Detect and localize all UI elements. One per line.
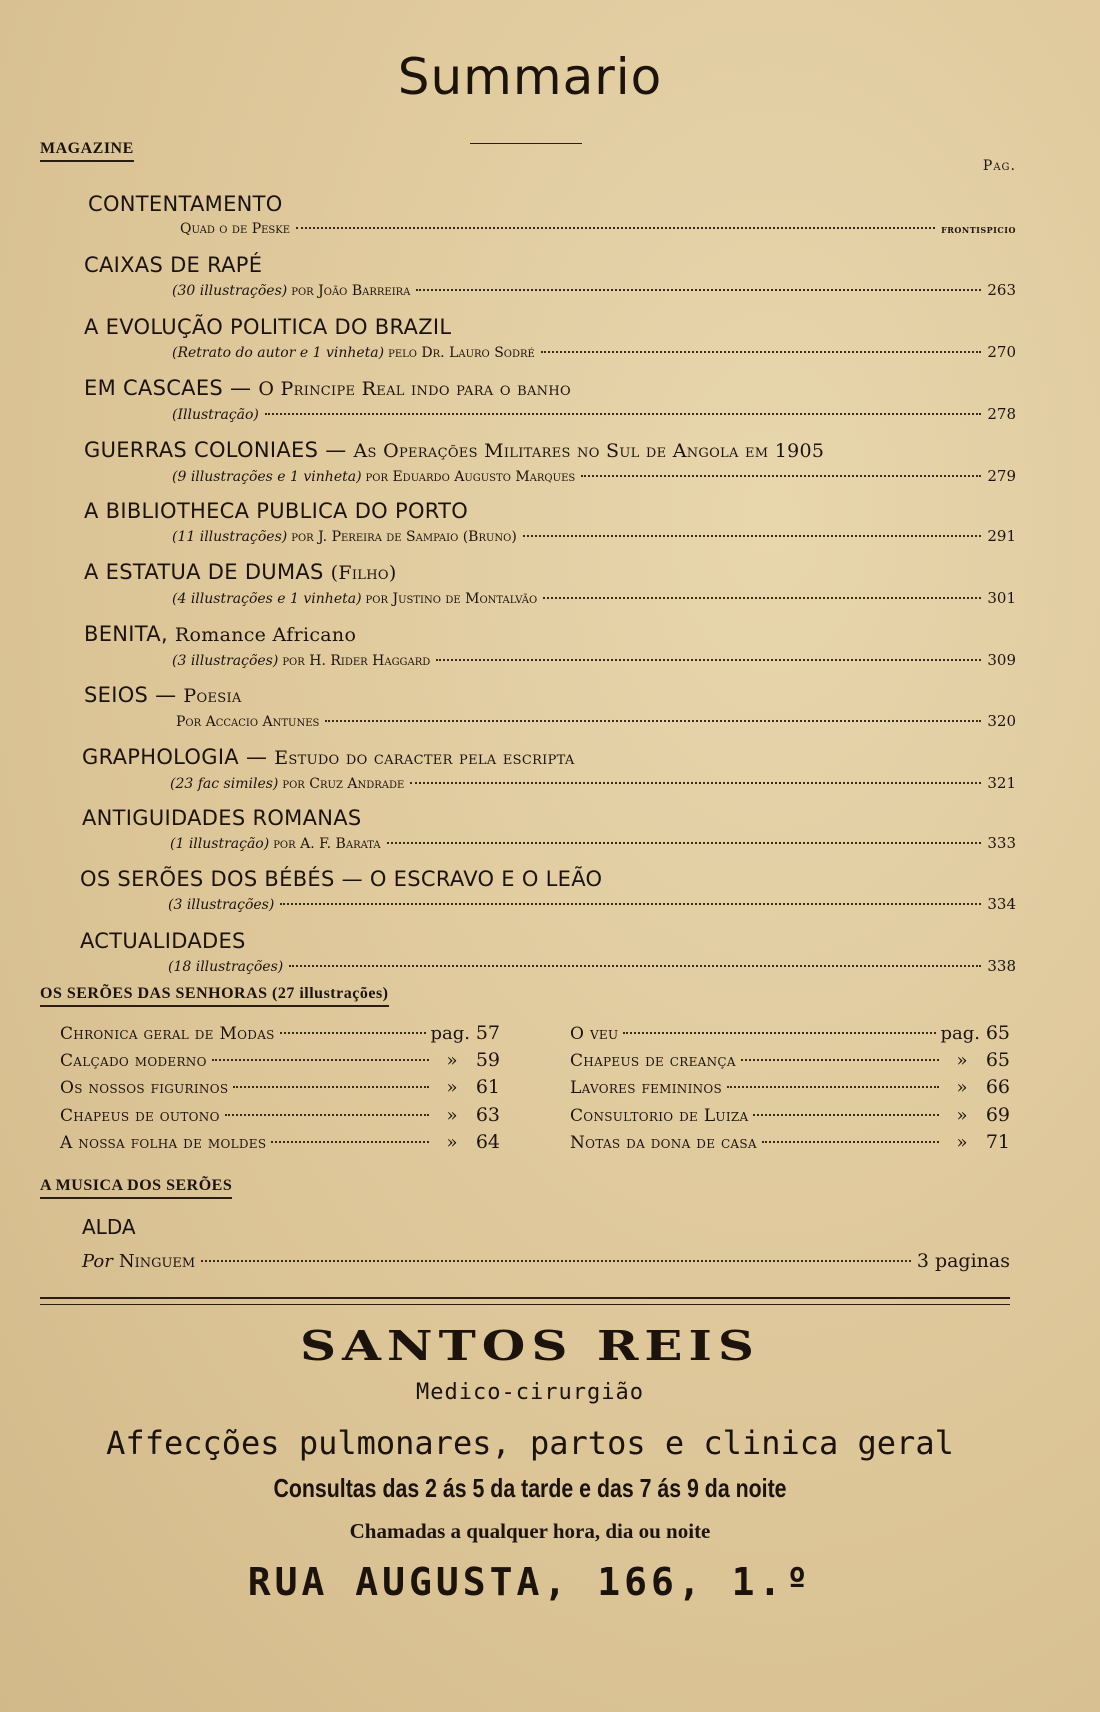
entry-subtitle: Poesia: [183, 685, 242, 708]
senhoras-item: [570, 1076, 1010, 1103]
entry-title: [80, 927, 1016, 955]
musica-pages: 3 paginas: [916, 1250, 1010, 1272]
toc-entry: [82, 743, 1016, 804]
entry-title-text: SEIOS —: [84, 683, 184, 708]
entry-author: por A. F. Barata: [273, 835, 381, 852]
dot-leader: [762, 1141, 939, 1143]
entry-author: por Cruz Andrade: [282, 775, 405, 792]
dot-leader: [325, 720, 981, 722]
entry-subtitle: As Operações Militares no Sul de Angola em 1905: [353, 439, 825, 462]
senhoras-item: [570, 1022, 1010, 1049]
dot-leader: [233, 1086, 429, 1088]
entry-title: [84, 681, 1016, 710]
entry-title: [80, 865, 1016, 893]
entry-page: 291: [987, 526, 1016, 545]
entry-title-text: A ESTATUA DE DUMAS: [84, 560, 331, 585]
senhoras-item: [570, 1131, 1010, 1158]
toc-entry: [82, 804, 1016, 865]
entry-note: (23 fac similes): [170, 775, 279, 792]
entry-page: frontispicio: [941, 222, 1016, 236]
senhoras-item-pg: pag.: [940, 1023, 980, 1044]
entry-note: (11 illustrações): [172, 528, 288, 545]
dot-leader: [416, 289, 981, 291]
entry-subtitle: Estudo do caracter pela escripta: [274, 746, 575, 769]
dot-leader: [387, 842, 982, 844]
pag-header: Pag.: [982, 158, 1016, 174]
senhoras-item-num: 59: [475, 1049, 500, 1072]
toc-entry: [84, 620, 1016, 681]
dot-leader: [523, 535, 982, 537]
entry-page: 338: [987, 956, 1016, 975]
senhoras-item-pg: »: [956, 1050, 968, 1072]
section-label-magazine: MAGAZINE: [40, 140, 134, 162]
entry-title-text: A BIBLIOTHECA PUBLICA DO PORTO: [84, 498, 469, 523]
entry-line: [88, 218, 1016, 240]
entry-line: [84, 649, 1016, 672]
entry-subtitle: O Principe Real indo para o banho: [258, 378, 571, 401]
entry-page: 333: [987, 833, 1016, 852]
entry-title: [82, 743, 1016, 772]
entry-author: por Justino de Montalvão: [365, 591, 538, 608]
senhoras-item-pg: »: [956, 1077, 968, 1099]
entry-title-text: OS SERÕES DOS BÉBÉS — O ESCRAVO E O LEÃO: [80, 867, 603, 892]
dot-leader: [225, 1114, 429, 1116]
senhoras-item-label: Notas da dona de casa: [570, 1132, 757, 1153]
entry-note: (3 illustrações): [168, 897, 275, 914]
dot-leader: [201, 1260, 911, 1262]
entry-title: [84, 374, 1016, 403]
dot-leader: [280, 1032, 426, 1034]
ad-calls: Chamadas a qualquer hora, dia ou noite: [349, 1519, 711, 1543]
entry-page: 309: [987, 650, 1016, 669]
senhoras-item-pg: »: [446, 1104, 458, 1126]
senhoras-item-label: Lavores femininos: [570, 1078, 723, 1099]
entry-title: [84, 558, 1016, 587]
entry-note: (30 illustrações): [172, 283, 288, 300]
entry-author: por J. Pereira de Sampaio (Bruno): [291, 528, 517, 545]
senhoras-item-num: 65: [985, 1022, 1010, 1044]
entry-line: [84, 403, 1016, 426]
musica-title: ALDA: [82, 1215, 136, 1239]
senhoras-item-label: Calçado moderno: [60, 1051, 207, 1072]
musica-by: Por: [82, 1251, 113, 1272]
senhoras-item-label: Consultorio de Luiza: [570, 1105, 749, 1126]
entry-title: [84, 620, 1016, 649]
senhoras-item-num: 57: [475, 1022, 500, 1044]
ad-address: RUA AUGUSTA, 166, 1.º: [247, 1560, 813, 1604]
senhoras-item-num: 61: [475, 1076, 500, 1099]
entry-title-text: CONTENTAMENTO: [88, 192, 283, 216]
section-label-senhoras: [40, 985, 389, 1007]
entry-line: [84, 341, 1016, 364]
senhoras-item-pg: »: [956, 1131, 968, 1153]
ad-specialty: Affecções pulmonares, partos e clinica geral: [106, 1424, 954, 1462]
entry-title-text: CAIXAS DE RAPÉ: [84, 253, 263, 278]
magazine-toc: [80, 190, 1016, 988]
dot-leader: [410, 782, 981, 784]
dot-leader: [271, 1141, 429, 1143]
senhoras-item-pg: »: [446, 1050, 458, 1072]
title-rule: [470, 143, 582, 144]
senhoras-item: [60, 1076, 500, 1103]
entry-title: [84, 313, 1016, 341]
dot-leader: [623, 1032, 935, 1034]
senhoras-item-pg: »: [446, 1131, 458, 1153]
toc-entry: [84, 497, 1016, 558]
entry-page: 301: [987, 589, 1016, 608]
senhoras-item-label: Chapeus de outono: [60, 1105, 220, 1126]
entry-page: 270: [987, 342, 1016, 361]
dot-leader: [741, 1059, 939, 1061]
entry-title-text: ANTIGUIDADES ROMANAS: [82, 805, 362, 830]
dot-leader: [212, 1059, 429, 1061]
entry-author: por H. Rider Haggard: [282, 652, 431, 669]
entry-page: 320: [987, 712, 1016, 731]
entry-note: (Illustração): [172, 407, 259, 424]
toc-entry: [84, 681, 1016, 742]
entry-author: pelo Dr. Lauro Sodré: [388, 344, 535, 361]
dot-leader: [265, 413, 981, 415]
page-title: Summario: [397, 48, 663, 106]
double-rule: [40, 1297, 1010, 1305]
entry-title-text: GRAPHOLOGIA —: [82, 744, 275, 769]
senhoras-item-num: 64: [475, 1130, 500, 1153]
entry-title-text: BENITA,: [84, 621, 175, 646]
entry-page: 334: [987, 895, 1016, 914]
ad-name: SANTOS REIS: [299, 1321, 761, 1370]
musica-line: [82, 1250, 1010, 1272]
entry-page: 279: [987, 466, 1016, 485]
senhoras-item-num: 71: [985, 1130, 1010, 1153]
entry-title-text: A EVOLUÇÃO POLITICA DO BRAZIL: [84, 314, 452, 339]
entry-author: Quad o de Peske: [180, 221, 291, 237]
entry-title: [88, 190, 1016, 218]
dot-leader: [727, 1086, 939, 1088]
entry-line: [82, 832, 1016, 855]
section-label-musica: A MUSICA DOS SERÕES: [40, 1177, 232, 1199]
dot-leader: [753, 1114, 939, 1116]
entry-note: (4 illustrações e 1 vinheta): [172, 591, 362, 608]
entry-line: [84, 587, 1016, 610]
entry-note: (9 illustrações e 1 vinheta): [172, 468, 362, 485]
entry-subtitle: Romance Africano: [174, 623, 357, 646]
senhoras-item-label: O veu: [570, 1024, 619, 1044]
dot-leader: [541, 351, 982, 353]
toc-entry: [84, 251, 1016, 312]
entry-author: Por Accacio Antunes: [176, 714, 320, 731]
toc-entry: [84, 313, 1016, 374]
entry-note: (1 illustração): [170, 835, 270, 852]
entry-title: [84, 497, 1016, 525]
senhoras-item: [570, 1049, 1010, 1076]
senhoras-extra: (27 illustrações): [272, 985, 389, 1002]
entry-line: [80, 955, 1016, 978]
entry-note: (3 illustrações): [172, 652, 279, 669]
dot-leader: [543, 597, 981, 599]
dot-leader: [280, 903, 981, 905]
entry-line: [84, 710, 1016, 733]
senhoras-list: [60, 1022, 1010, 1158]
entry-author: por João Barreira: [291, 283, 411, 300]
dot-leader: [581, 475, 981, 477]
entry-page: 321: [987, 773, 1016, 792]
entry-subtitle: (Filho): [330, 562, 397, 585]
dot-leader: [289, 965, 981, 967]
senhoras-item-label: Chapeus de creança: [570, 1051, 736, 1072]
senhoras-item-label: A nossa folha de moldes: [60, 1132, 267, 1153]
senhoras-item-num: 66: [985, 1076, 1010, 1099]
senhoras-item: [570, 1104, 1010, 1131]
musica-author: Ninguem: [118, 1251, 196, 1272]
entry-title: [84, 251, 1016, 279]
entry-line: [84, 279, 1016, 302]
entry-note: (Retrato do autor e 1 vinheta): [172, 344, 385, 361]
senhoras-item: [60, 1049, 500, 1076]
entry-title-text: GUERRAS COLONIAES —: [84, 437, 354, 462]
senhoras-label: OS SERÕES DAS SENHORAS: [40, 985, 268, 1002]
senhoras-item-num: 69: [985, 1103, 1010, 1126]
toc-entry: [80, 865, 1016, 926]
senhoras-item: [60, 1022, 500, 1049]
senhoras-item-pg: »: [956, 1104, 968, 1126]
entry-note: (18 illustrações): [168, 958, 284, 975]
senhoras-item-pg: pag.: [430, 1023, 470, 1044]
toc-entry: [84, 436, 1016, 497]
entry-line: [82, 772, 1016, 795]
toc-entry: [88, 190, 1016, 251]
toc-entry: [84, 374, 1016, 435]
senhoras-item-pg: »: [446, 1077, 458, 1099]
senhoras-item-label: Chronica geral de Modas: [60, 1024, 275, 1044]
toc-entry: [84, 558, 1016, 619]
entry-title-text: EM CASCAES —: [84, 376, 259, 401]
senhoras-item-num: 63: [475, 1103, 500, 1126]
entry-line: [84, 465, 1016, 488]
entry-page: 278: [987, 405, 1016, 424]
entry-line: [80, 893, 1016, 916]
entry-title: [82, 804, 1016, 832]
ad-hours: Consultas das 2 ás 5 da tarde e das 7 ás 9 da noite: [273, 1473, 787, 1503]
entry-line: [84, 525, 1016, 548]
senhoras-item-label: Os nossos figurinos: [60, 1078, 229, 1099]
entry-page: 263: [987, 281, 1016, 300]
entry-title-text: ACTUALIDADES: [80, 928, 246, 953]
entry-author: por Eduardo Augusto Marques: [365, 468, 576, 485]
toc-entry: [80, 927, 1016, 988]
entry-title: [84, 436, 1016, 465]
ad-profession: Medico-cirurgião: [416, 1380, 644, 1405]
senhoras-col-left: [60, 1022, 500, 1158]
senhoras-item-num: 65: [985, 1049, 1010, 1072]
senhoras-item: [60, 1104, 500, 1131]
dot-leader: [296, 227, 935, 229]
senhoras-col-right: [570, 1022, 1010, 1158]
senhoras-item: [60, 1131, 500, 1158]
dot-leader: [436, 659, 981, 661]
